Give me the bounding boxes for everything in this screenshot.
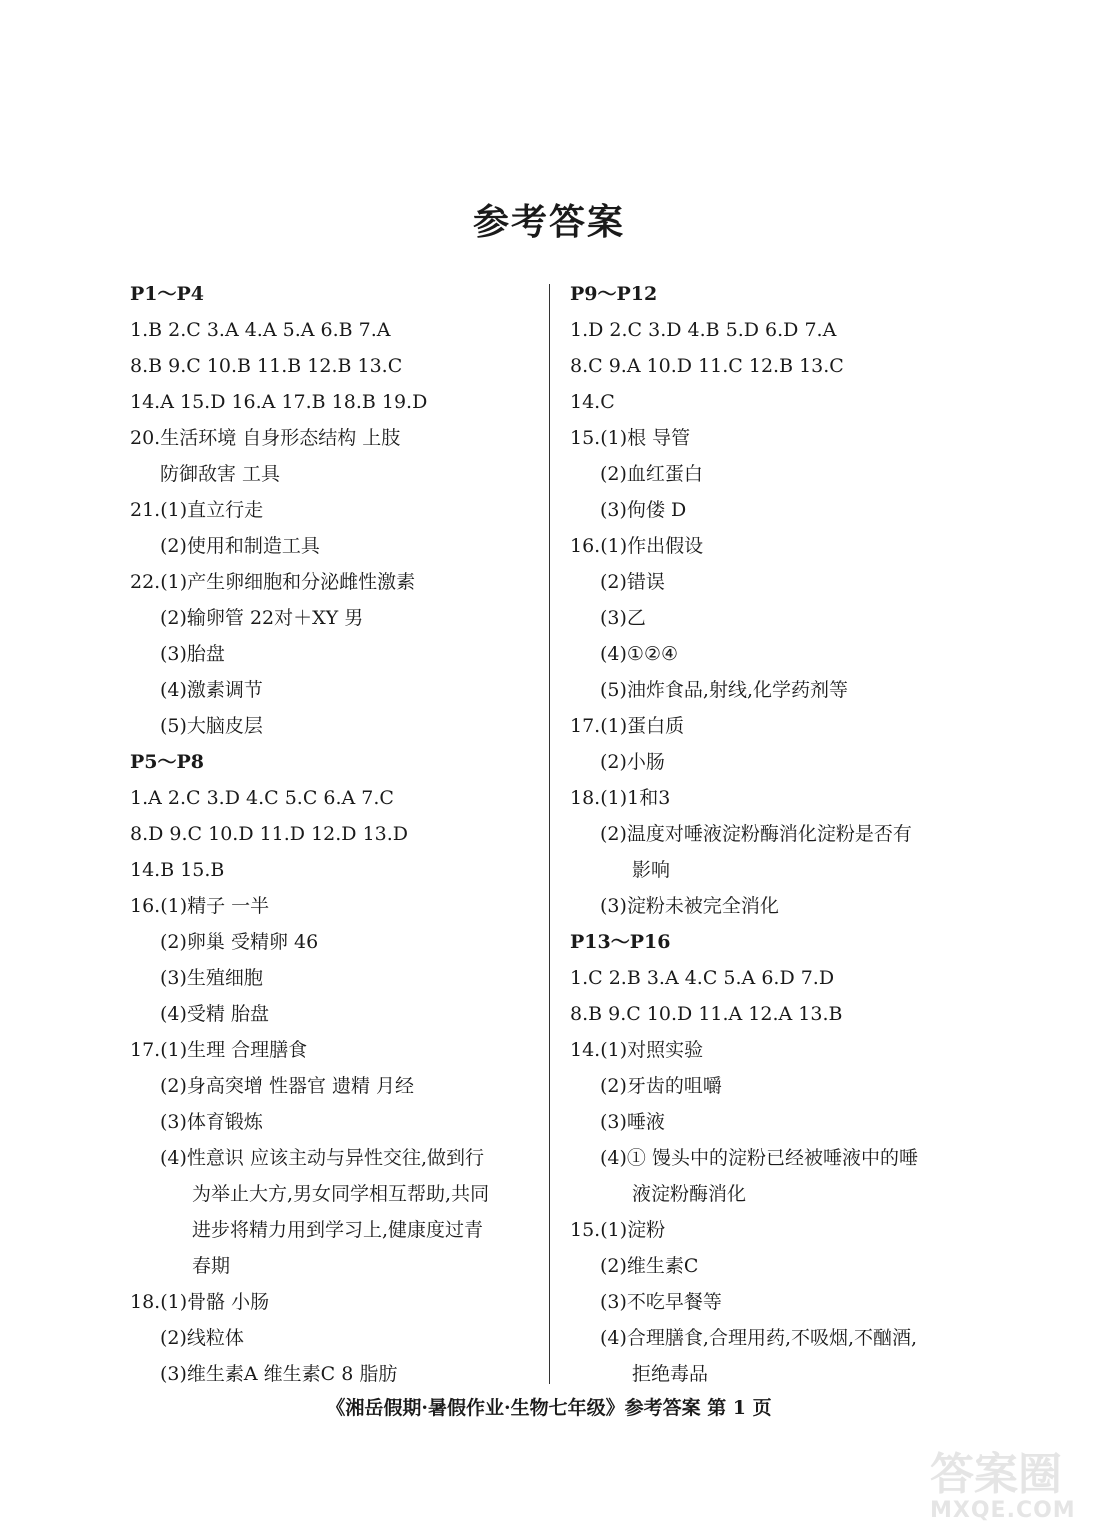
answer-line: 影响 (632, 859, 671, 881)
answer-line: 21.(1)直立行走 (130, 499, 264, 521)
right-answer-column (570, 276, 990, 1392)
answer-line: 18.(1)1和3 (570, 787, 671, 809)
answer-line: 1.D 2.C 3.D 4.B 5.D 6.D 7.A (570, 319, 837, 341)
answer-line: 15.(1)根 导管 (570, 427, 691, 449)
answer-line: (2)血红蛋白 (600, 463, 703, 485)
answer-line: 8.D 9.C 10.D 11.D 12.D 13.D (130, 823, 409, 845)
answer-line: (3)生殖细胞 (160, 967, 263, 989)
watermark-text-top: 答案圈 (930, 1449, 1062, 1500)
answer-line: 16.(1)精子 一半 (130, 895, 270, 917)
section-heading: P13～P16 (570, 931, 671, 953)
answer-line: 拒绝毒品 (632, 1363, 709, 1385)
answer-line: (5)大脑皮层 (160, 715, 263, 737)
answer-line: 17.(1)生理 合理膳食 (130, 1039, 308, 1061)
answer-line: (2)牙齿的咀嚼 (600, 1075, 722, 1097)
answer-line: 1.A 2.C 3.D 4.C 5.C 6.A 7.C (130, 787, 394, 809)
answer-line: 1.C 2.B 3.A 4.C 5.A 6.D 7.D (570, 967, 835, 989)
answer-line: (2)维生素C (600, 1255, 699, 1277)
answer-line: (3)淀粉未被完全消化 (600, 895, 779, 917)
answer-line: 15.(1)淀粉 (570, 1219, 666, 1241)
watermark-logo (930, 1449, 1090, 1532)
answer-line: (2)使用和制造工具 (160, 535, 320, 557)
answer-line: 春期 (192, 1255, 231, 1277)
answer-line: (3)维生素A 维生素C 8 脂肪 (160, 1363, 398, 1385)
answer-line: (2)小肠 (600, 751, 665, 773)
answer-line: 8.B 9.C 10.B 11.B 12.B 13.C (130, 355, 403, 377)
answer-line: (2)温度对唾液淀粉酶消化淀粉是否有 (600, 823, 912, 845)
page-title: 参考答案 (472, 201, 625, 243)
answer-line: (3)体育锻炼 (160, 1111, 263, 1133)
answer-line: 14.(1)对照实验 (570, 1039, 704, 1061)
answer-line: (4)受精 胎盘 (160, 1003, 269, 1025)
answer-line: (3)佝偻 D (600, 499, 687, 521)
answer-line: 18.(1)骨骼 小肠 (130, 1291, 270, 1313)
answer-line: 22.(1)产生卵细胞和分泌雌性激素 (130, 571, 416, 593)
answer-line: (4)合理膳食,合理用药,不吸烟,不酗酒, (600, 1327, 918, 1349)
left-answer-column (130, 276, 550, 1392)
watermark-text-bottom: MXQE.COM (930, 1498, 1076, 1523)
answer-line: 14.B 15.B (130, 859, 225, 881)
answer-line: (2)错误 (600, 571, 665, 593)
answer-line: (4)性意识 应该主动与异性交往,做到行 (160, 1147, 484, 1169)
page-footer: 《湘岳假期·暑假作业·生物七年级》参考答案 第 1 页 (326, 1397, 772, 1419)
answer-line: 8.B 9.C 10.D 11.A 12.A 13.B (570, 1003, 843, 1025)
column-divider (549, 284, 550, 1384)
section-heading: P5～P8 (130, 751, 205, 773)
answer-line: 为举止大方,男女同学相互帮助,共同 (192, 1183, 490, 1205)
answer-line: (2)线粒体 (160, 1327, 244, 1349)
answer-line: 14.C (570, 391, 615, 413)
answer-line: (2)输卵管 22对＋XY 男 (160, 607, 364, 629)
answer-line: (4)① 馒头中的淀粉已经被唾液中的唾 (600, 1147, 918, 1169)
answer-line: (2)卵巢 受精卵 46 (160, 931, 319, 953)
answer-line: (4)①②④ (600, 643, 679, 665)
answer-line: 进步将精力用到学习上,健康度过青 (192, 1219, 484, 1241)
answer-line: 14.A 15.D 16.A 17.B 18.B 19.D (130, 391, 428, 413)
answer-line: (4)激素调节 (160, 679, 263, 701)
answer-line: (5)油炸食品,射线,化学药剂等 (600, 679, 848, 701)
answer-line: 液淀粉酶消化 (632, 1183, 747, 1205)
answer-line: (2)身高突增 性器官 遗精 月经 (160, 1075, 415, 1097)
answer-line: (3)胎盘 (160, 643, 225, 665)
answer-line: (3)唾液 (600, 1111, 665, 1133)
answer-line: 16.(1)作出假设 (570, 535, 704, 557)
answer-line: (3)乙 (600, 607, 646, 629)
answer-line: 17.(1)蛋白质 (570, 715, 685, 737)
section-heading: P9～P12 (570, 283, 658, 305)
answer-line: (3)不吃早餐等 (600, 1291, 722, 1313)
answer-line: 20.生活环境 自身形态结构 上肢 (130, 427, 401, 449)
section-heading: P1～P4 (130, 283, 205, 305)
answer-line: 1.B 2.C 3.A 4.A 5.A 6.B 7.A (130, 319, 391, 341)
answer-line: 防御敌害 工具 (160, 463, 281, 485)
answer-line: 8.C 9.A 10.D 11.C 12.B 13.C (570, 355, 844, 377)
